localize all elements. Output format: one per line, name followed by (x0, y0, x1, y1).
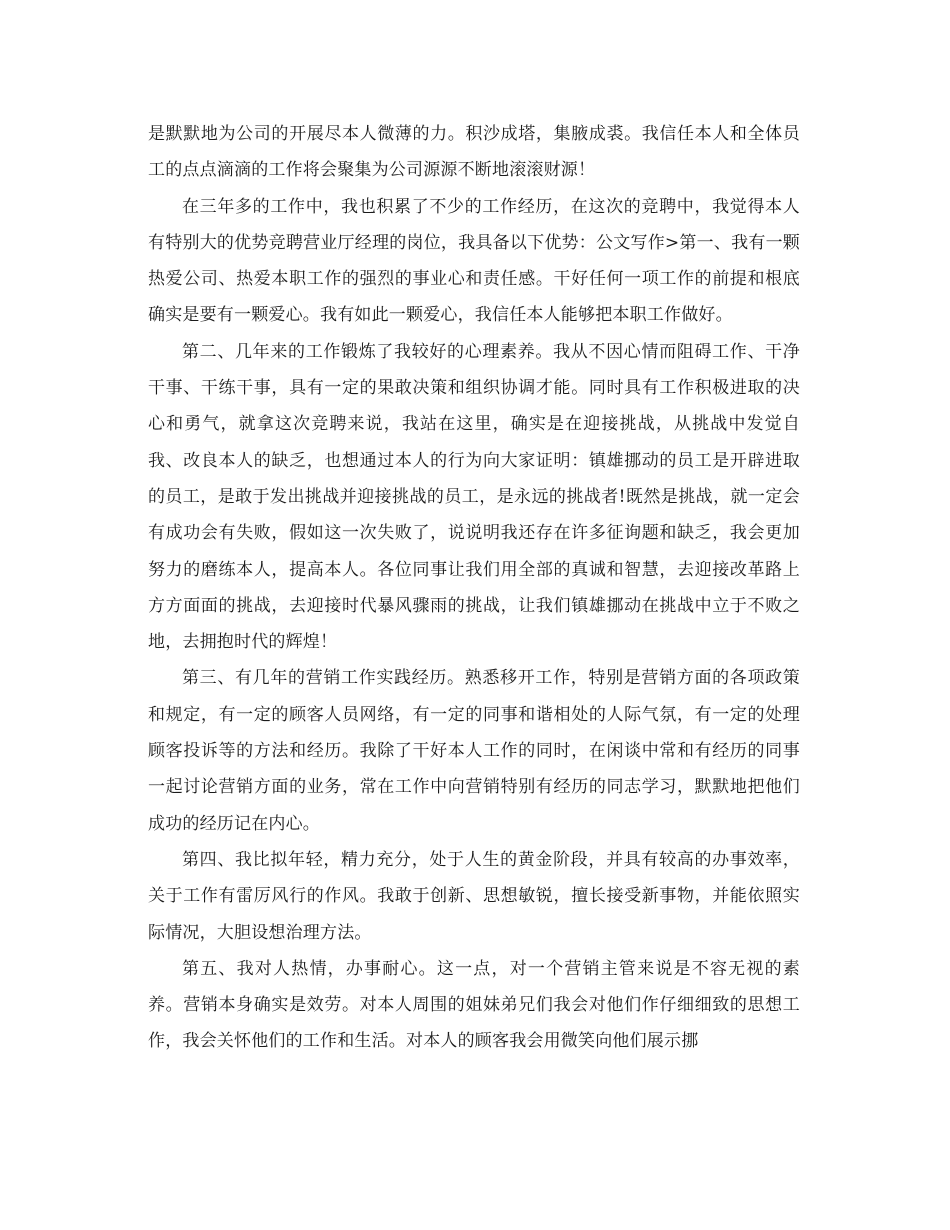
document-body (148, 116, 800, 1060)
paragraph: 在三年多的工作中，我也积累了不少的工作经历，在这次的竞聘中，我觉得本人有特别大的优势竞聘营业厅经理的岗位，我具备以下优势：公文写作>第一、我有一颗热爱公司、热爱本职工作的强烈的事业心和责任感。干好任何一项工作的前提和根底确实是要有一颗爱心。我有如此一颗爱心，我信任本人能够把本职工作做好。 (148, 196, 800, 326)
paragraph: 第四、我比拟年轻，精力充分，处于人生的黄金阶段，并具有较高的办事效率，关于工作有雷厉风行的作风。我敢于创新、思想敏锐，擅长接受新事物，并能依照实际情况，大胆设想治理方法。 (148, 849, 800, 943)
paragraph: 第二、几年来的工作锻炼了我较好的心理素养。我从不因心情而阻碍工作、干净干事、干练干事，具有一定的果敢决策和组织协调才能。同时具有工作积极进取的决心和勇气，就拿这次竞聘来说，我站在这里，确实是在迎接挑战，从挑战中发觉自我、改良本人的缺乏，也想通过本人的行为向大家证明：镇雄挪动的员工是开辟进取的员工，是敢于发出挑战并迎接挑战的员工，是永远的挑战者!既然是挑战，就一定会有成功会有失败，假如这一次失败了，说说明我还存在许多征询题和缺乏，我会更加努力的磨练本人，提高本人。各位同事让我们用全部的真诚和智慧，去迎接改革路上方方面面的挑战，去迎接时代暴风骤雨的挑战，让我们镇雄挪动在挑战中立于不败之地，去拥抱时代的辉煌！ (148, 341, 800, 653)
paragraph: 第三、有几年的营销工作实践经历。熟悉移开工作，特别是营销方面的各项政策和规定，有一定的顾客人员网络，有一定的同事和谐相处的人际气氛，有一定的处理顾客投诉等的方法和经历。我除了干好本人工作的同时，在闲谈中常和有经历的同事一起讨论营销方面的业务，常在工作中向营销特别有经历的同志学习，默默地把他们成功的经历记在内心。 (148, 668, 800, 834)
paragraph: 第五、我对人热情，办事耐心。这一点，对一个营销主管来说是不容无视的素养。营销本身确实是效劳。对本人周围的姐妹弟兄们我会对他们作仔细细致的思想工作，我会关怀他们的工作和生活。对本人的顾客我会用微笑向他们展示挪 (148, 958, 800, 1052)
paragraph: 是默默地为公司的开展尽本人微薄的力。积沙成塔，集腋成裘。我信任本人和全体员工的点点滴滴的工作将会聚集为公司源源不断地滚滚财源！ (148, 124, 800, 181)
